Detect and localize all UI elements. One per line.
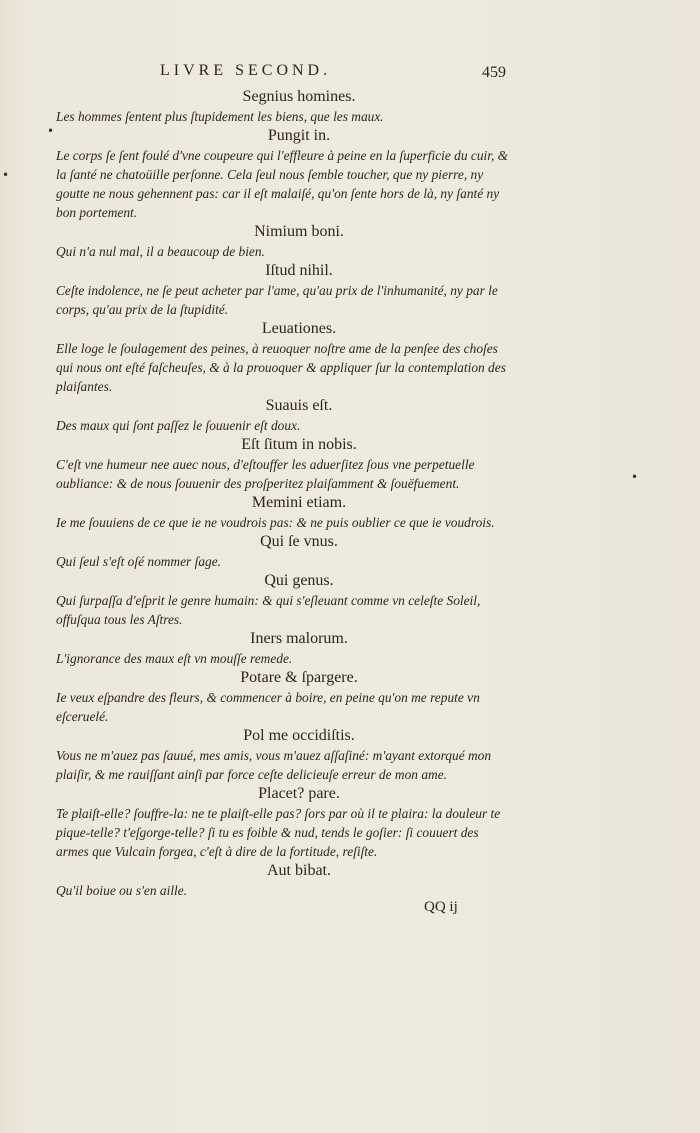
french-gloss: C'eſt vne humeur nee auec nous, d'eſtouffer les aduerſitez ſous vne perpetuelle oubliance: & de nous ſouuenir des proſperitez plaiſamment & ſouëfuement. — [56, 457, 475, 491]
latin-lemma: Aut bibat. — [267, 862, 331, 879]
latin-lemma: Eſt ſitum in nobis. — [241, 436, 357, 453]
latin-lemma: Memini etiam. — [251, 494, 347, 511]
french-gloss: Ie me ſouuiens de ce que ie ne voudrois pas: & ne puis oublier ce que ie voudrois. — [56, 515, 495, 530]
latin-lemma: Iſtud nihil. — [265, 262, 333, 279]
latin-lemma: Qui ſe vnus. — [260, 533, 338, 550]
french-gloss: Vous ne m'auez pas ſauué, mes amis, vous m'auez aſſaſiné: m'ayant extorqué mon plaiſir, & me rauiſſant ainſi par force ceſte delicieuſe erreur de mon ame. — [56, 748, 492, 782]
french-gloss: Des maux qui ſont paſſez le ſouuenir eſt doux. — [56, 418, 301, 433]
ink-speck: • — [2, 168, 10, 182]
latin-lemma: Potare & ſpargere. — [240, 669, 358, 686]
french-gloss: Qu'il boiue ou s'en aille. — [56, 883, 188, 898]
ink-speck: • — [631, 470, 639, 484]
page-number: 459 — [482, 64, 506, 81]
french-gloss: Te plaiſt-elle? ſouffre-la: ne te plaiſt-elle pas? ſors par où il te plaira: la douleur te pique-telle? t'eſgorge-telle? ſi tu es foible & nud, tends le goſier: ſi couuert des armes que Vulcain forgea, c'eſt à dire de la fortitude, reſiſte. — [56, 806, 501, 859]
latin-lemma: Placet? pare. — [258, 785, 340, 802]
latin-lemma: Iners malorum. — [250, 630, 348, 647]
french-gloss: Le corps ſe ſent foulé d'vne coupeure qui l'effleure à peine en la ſuperficie du cuir, & la ſanté ne chatoüille perſonne. Cela ſeul nous ſemble toucher, que ny pierre, ny goutte ne nous gehennent pas: car il eſt malaiſé, qu'on ſente hors de là, ny ſanté ny bon portement. — [56, 148, 509, 220]
page-content — [56, 88, 512, 901]
latin-lemma: Qui genus. — [264, 572, 334, 589]
french-gloss: Qui ſeul s'eſt oſé nommer ſage. — [56, 554, 222, 569]
latin-lemma: Nimium boni. — [254, 223, 344, 240]
french-gloss: Qui n'a nul mal, il a beaucoup de bien. — [56, 244, 265, 259]
running-header: LIVRE SECOND. — [160, 62, 332, 79]
latin-lemma: Leuationes. — [261, 320, 337, 337]
latin-lemma: Pungit in. — [267, 127, 331, 144]
latin-lemma: Pol me occidiſtis. — [243, 727, 355, 744]
ink-speck: • — [47, 124, 55, 138]
french-gloss: Ceſte indolence, ne ſe peut acheter par l'ame, qu'au prix de l'inhumanité, ny par le corps, qu'au prix de la ſtupidité. — [56, 283, 498, 317]
latin-lemma: Segnius homines. — [242, 88, 356, 105]
french-gloss: Ie veux eſpandre des fleurs, & commencer à boire, en peine qu'on me repute vn eſceruelé. — [56, 690, 480, 724]
french-gloss: Les hommes ſentent plus ſtupidement les biens, que les maux. — [56, 109, 384, 124]
french-gloss: Elle loge le ſoulagement des peines, à reuoquer noſtre ame de la penſee des choſes qui nous ont eſté faſcheuſes, & à la prouoquer & appliquer ſur la contemplation des plaiſantes. — [56, 341, 506, 394]
french-gloss: Qui ſurpaſſa d'eſprit le genre humain: & qui s'eſleuant comme vn celeſte Soleil, offuſqua tous les Aſtres. — [56, 593, 481, 627]
french-gloss: L'ignorance des maux eſt vn mouſſe remede. — [56, 651, 293, 666]
latin-lemma: Suauis eſt. — [265, 397, 333, 414]
signature-mark: QQ ij — [424, 899, 458, 915]
